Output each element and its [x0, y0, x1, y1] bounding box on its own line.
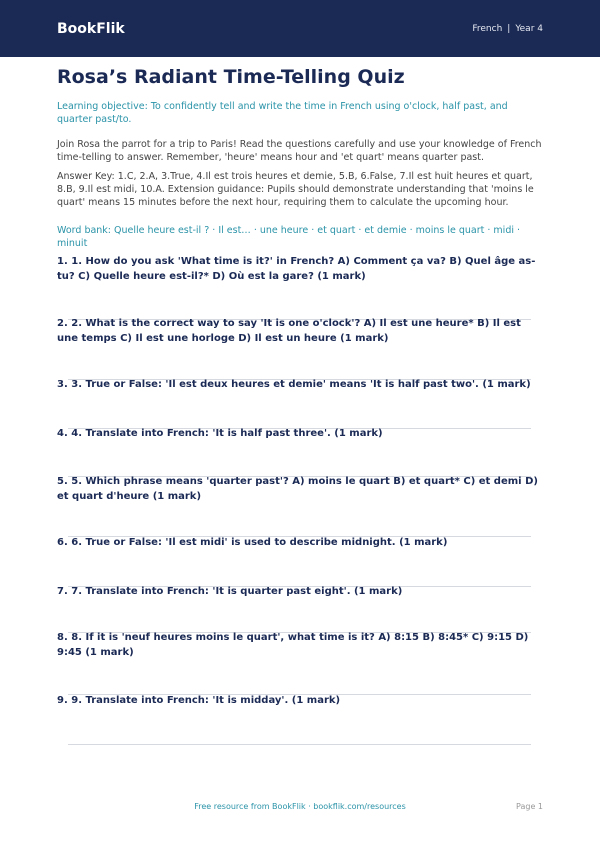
- question-5: 5. 5. Which phrase means 'quarter past'? A) moins le quart B) et quart* C) et demi D) et quart d'heure (1 mark): [57, 476, 538, 502]
- page-header: [0, 0, 600, 57]
- word-bank: Word bank: Quelle heure est-il ? · Il est… · une heure · et quart · et demie · moins le quart · midi · minuit: [57, 225, 521, 249]
- question-6: 6. 6. True or False: 'Il est midi' is used to describe midnight. (1 mark): [57, 537, 448, 548]
- learning-objective: Learning objective: To confidently tell and write the time in French using o'clock, half past, and quarter past/to.: [57, 101, 508, 125]
- page-number: Page 1: [516, 802, 543, 811]
- answer-key: Answer Key: 1.C, 2.A, 3.True, 4.Il est trois heures et demie, 5.B, 6.False, 7.Il est huit heures et quart, 8.B, 9.Il est midi, 10.A. Extension guidance: Pupils should demonstrate understanding that 'moins le quart' means 15 minutes before the next hour, requiring them to calculate the upcoming hour.: [57, 171, 534, 208]
- question-7: 7. 7. Translate into French: 'It is quarter past eight'. (1 mark): [57, 586, 403, 597]
- question-1: 1. 1. How do you ask 'What time is it?' in French? A) Comment ça va? B) Quel âge as-tu? C) Quelle heure est-il?* D) Où est la gare? (1 mark): [57, 256, 536, 282]
- page-title: Rosa’s Radiant Time-Telling Quiz: [57, 66, 405, 88]
- question-8: 8. 8. If it is 'neuf heures moins le quart', what time is it? A) 8:15 B) 8:45* C) 9:15 D) 9:45 (1 mark): [57, 632, 529, 658]
- brand-logo[interactable]: BookFlik: [57, 20, 125, 37]
- question-4: 4. 4. Translate into French: 'It is half past three'. (1 mark): [57, 428, 383, 439]
- footer-resource-link[interactable]: Free resource from BookFlik · bookflik.com/resources: [194, 802, 406, 811]
- question-9: 9. 9. Translate into French: 'It is midday'. (1 mark): [57, 695, 341, 706]
- intro-text: Join Rosa the parrot for a trip to Paris! Read the questions carefully and use your knowledge of French time-telling to answer. Remember, 'heure' means hour and 'et quart' means quarter past.: [57, 139, 542, 163]
- year-label: Year 4: [515, 23, 543, 34]
- question-2: 2. 2. What is the correct way to say 'It is one o'clock'? A) Il est une heure* B) Il est une temps C) Il est une horloge D) Il est un heure (1 mark): [57, 318, 521, 344]
- answer-line-9[interactable]: [68, 744, 531, 745]
- header-meta: [472, 24, 543, 34]
- subject-label: French: [472, 23, 503, 34]
- question-3: 3. 3. True or False: 'Il est deux heures et demie' means 'It is half past two'. (1 mark): [57, 379, 531, 390]
- meta-separator: |: [507, 23, 511, 34]
